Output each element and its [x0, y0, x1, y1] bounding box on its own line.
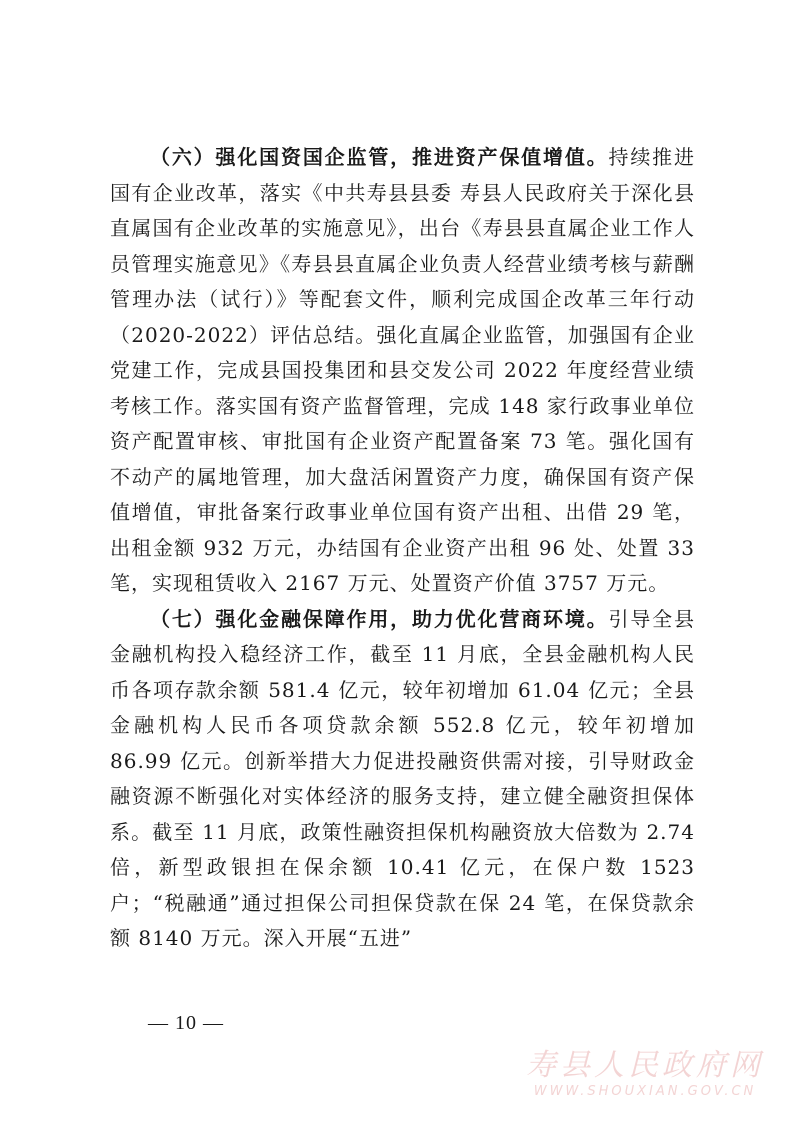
paragraph-text: 引导全县金融机构投入稳经济工作，截至 11 月底，全县金融机构人民币各项存款余额 581.4 亿元，较年初增加 61.04 亿元；全县金融机构人民币各项贷款余额 552.8 亿元，较年初增加 86.99 亿元。创新举措大力促进投融资供需对接，引导财政金融资源不断强化对实体经济的服务支持，建立健全融资担保体系。截至 11 月底，政策性融资担保机构融资放大倍数为 2.74 倍，新型政银担在保余额 10.41 亿元，在保户数 1523 户；“税融通”通过担保公司担保贷款在保 24 笔，在保贷款余额 8140 万元。深入开展“五进”: [110, 606, 696, 950]
section-heading-seven: （七）强化金融保障作用，助力优化营商环境。: [150, 606, 609, 631]
watermark-url: WWW.SHOUXIAN.GOV.CN: [533, 1084, 757, 1099]
site-watermark: [510, 1048, 780, 1100]
watermark-title: 寿县人民政府网: [526, 1048, 764, 1083]
paragraph-state-assets: [110, 140, 695, 602]
page-number: — 10 —: [148, 1012, 224, 1034]
document-body: [110, 140, 695, 957]
paragraph-financial-support: [110, 602, 695, 957]
section-heading-six: （六）强化国资国企监管，推进资产保值增值。: [150, 145, 609, 169]
paragraph-text: 持续推进国有企业改革，落实《中共寿县县委 寿县人民政府关于深化县直属国有企业改革的实施意见》，出台《寿县县直属企业工作人员管理实施意见》《寿县县直属企业负责人经营业绩考核与薪酬管理办法（试行）》等配套文件，顺利完成国企改革三年行动（2020-2022）评估总结。强化直属企业监管，加强国有企业党建工作，完成县国投集团和县交发公司 2022 年度经营业绩考核工作。落实国有资产监督管理，完成 148 家行政事业单位资产配置审核、审批国有企业资产配置备案 73 笔。强化国有不动产的属地管理，加大盘活闲置资产力度，确保国有资产保值增值，审批备案行政事业单位国有资产出租、出借 29 笔，出租金额 932 万元，办结国有企业资产出租 96 处、处置 33 笔，实现租赁收入 2167 万元、处置资产价值 3757 万元。: [110, 145, 696, 595]
